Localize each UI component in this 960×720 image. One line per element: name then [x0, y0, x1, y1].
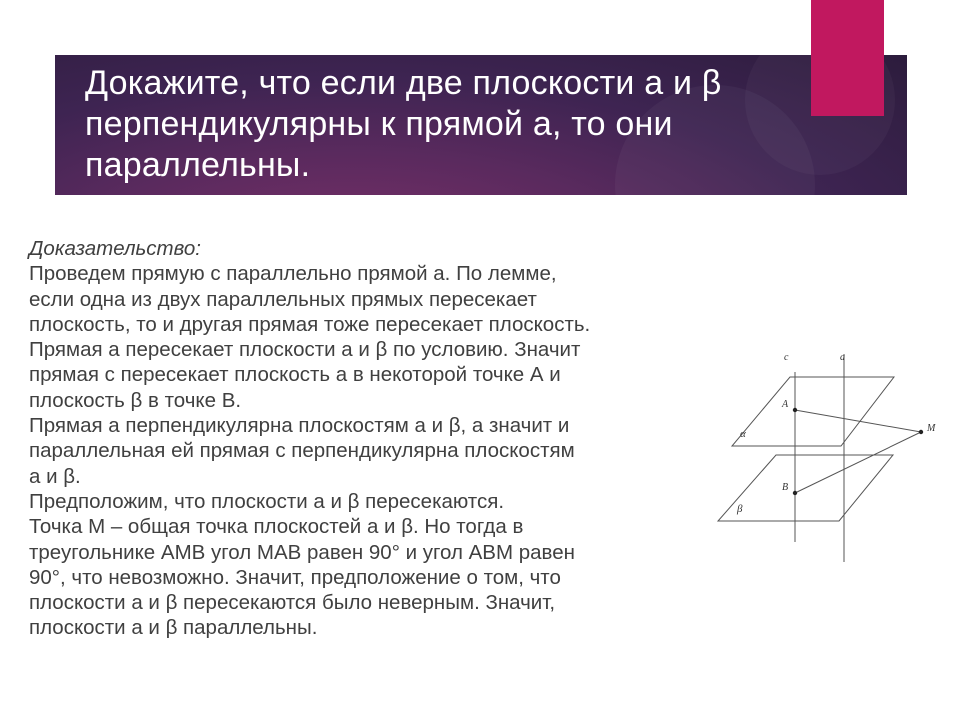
proof-line-12: треугольнике АМВ угол МАВ равен 90° и угол АВМ равен — [29, 540, 575, 564]
proof-line-7: Прямая а перпендикулярна плоскостям а и β, а значит и — [29, 414, 570, 438]
proof-line-4: Прямая а пересекает плоскости а и β по условию. Значит — [29, 338, 581, 362]
proof-line-10: Предположим, что плоскости а и β пересекаются. — [29, 489, 505, 513]
proof-line-6: плоскость β в точке В. — [29, 388, 242, 412]
plane-alpha-label: α — [740, 428, 746, 440]
slide-title — [85, 63, 875, 186]
geometry-figure — [712, 340, 948, 570]
plane-beta-label: β — [737, 503, 743, 515]
title-line-1: Докажите, что если две плоскости а и β — [85, 64, 722, 102]
proof-line-9: а и β. — [29, 464, 81, 488]
segment-bm — [795, 432, 921, 493]
proof-line-8: параллельная ей прямая с перпендикулярна плоскостям — [29, 439, 575, 463]
proof-text — [29, 236, 764, 641]
title-banner — [55, 55, 907, 195]
point-a-label: A — [782, 399, 789, 410]
proof-line-14: плоскости а и β пересекаются было неверным. Значит, — [29, 591, 556, 615]
proof-heading: Доказательство: — [29, 237, 201, 260]
proof-line-1: Проведем прямую с параллельно прямой а. По лемме, — [29, 262, 557, 286]
segment-am — [795, 410, 921, 432]
title-line-3: параллельны. — [85, 146, 311, 184]
proof-line-2: если одна из двух параллельных прямых пересекает — [29, 287, 537, 311]
point-m-dot — [919, 430, 923, 434]
point-b-label: B — [782, 482, 789, 493]
point-b-dot — [793, 491, 797, 495]
point-m-label: M — [927, 423, 936, 434]
plane-alpha — [732, 377, 894, 446]
proof-line-5: прямая с пересекает плоскость а в некоторой точке А и — [29, 363, 561, 387]
accent-bar — [811, 0, 884, 116]
line-c-label: c — [784, 352, 789, 363]
line-a-label: a — [840, 352, 845, 363]
title-line-2: перпендикулярны к прямой а, то они — [85, 105, 673, 143]
point-a-dot — [793, 408, 797, 412]
proof-line-11: Точка М – общая точка плоскостей а и β. Но тогда в — [29, 515, 524, 539]
proof-line-3: плоскость, то и другая прямая тоже пересекает плоскость. — [29, 312, 591, 336]
proof-line-13: 90°, что невозможно. Значит, предположение о том, что — [29, 565, 561, 589]
proof-line-15: плоскости а и β параллельны. — [29, 616, 318, 640]
